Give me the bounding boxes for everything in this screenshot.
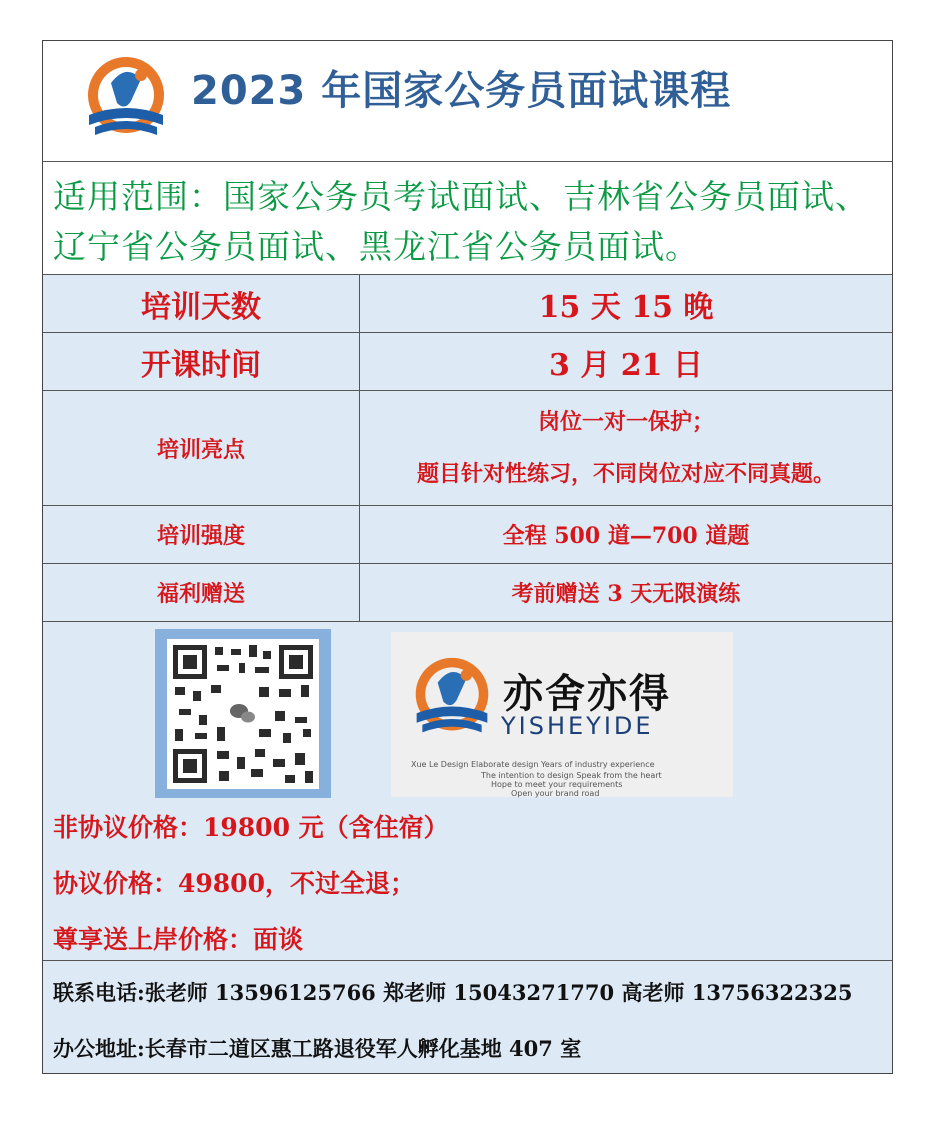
- highlight-line: 题目针对性练习，不同岗位对应不同真题。: [416, 461, 835, 487]
- row-value: 15 天 15 晚: [538, 289, 714, 325]
- table-row: [43, 506, 892, 564]
- brand-logo-icon: [81, 53, 171, 143]
- row-value: 全程 500 道—700 道题: [502, 523, 750, 549]
- brand-romanized: YISHEYIDE: [501, 712, 654, 740]
- scope-text: 适用范围：国家公务员考试面试、吉林省公务员面试、辽宁省公务员面试、黑龙江省公务员面试。: [53, 177, 869, 266]
- promo-section: [43, 622, 892, 961]
- row-value: 考前赠送 3 天无限演练: [511, 581, 741, 607]
- row-label: 培训强度: [43, 506, 360, 563]
- qr-code-icon: [155, 629, 331, 798]
- table-row: [43, 333, 892, 391]
- qr-code[interactable]: [155, 629, 331, 798]
- contact-phones: 联系电话:张老师 13596125766 郑老师 15043271770 高老师 13756322325: [53, 980, 853, 1005]
- brand-tagline: Xue Le Design Elaborate design Years of industry experience: [411, 760, 655, 769]
- page-title: 2023 年国家公务员面试课程: [191, 68, 732, 114]
- brand-name: 亦舍亦得: [503, 671, 671, 717]
- price-non-agreement: 非协议价格：19800 元（含住宿）: [53, 813, 449, 842]
- price-agreement: 协议价格：49800，不过全退；: [53, 869, 415, 898]
- row-label: 开课时间: [43, 333, 360, 390]
- course-flyer: [42, 40, 893, 1074]
- row-value: 3 月 21 日: [549, 347, 703, 383]
- brand-tagline: Open your brand road: [511, 789, 600, 798]
- office-address: 办公地址:长春市二道区惠工路退役军人孵化基地 407 室: [53, 1036, 582, 1061]
- price-premium: 尊享送上岸价格：面谈: [53, 925, 304, 954]
- brand-logo-icon: [409, 654, 495, 740]
- table-row: [43, 391, 892, 506]
- brand-tagline: Hope to meet your requirements: [491, 780, 623, 789]
- row-label: 福利赠送: [43, 564, 360, 621]
- row-label: 培训亮点: [43, 391, 360, 505]
- table-row: [43, 275, 892, 333]
- header: [43, 41, 892, 162]
- row-value: [360, 391, 892, 505]
- brand-tagline: The intention to design Speak from the heart: [481, 771, 662, 780]
- table-row: [43, 564, 892, 622]
- contact-section: [43, 961, 892, 1073]
- brand-card: [391, 632, 733, 797]
- highlight-line: 岗位一对一保护；: [537, 409, 714, 435]
- row-label: 培训天数: [43, 275, 360, 332]
- scope-section: [43, 162, 892, 275]
